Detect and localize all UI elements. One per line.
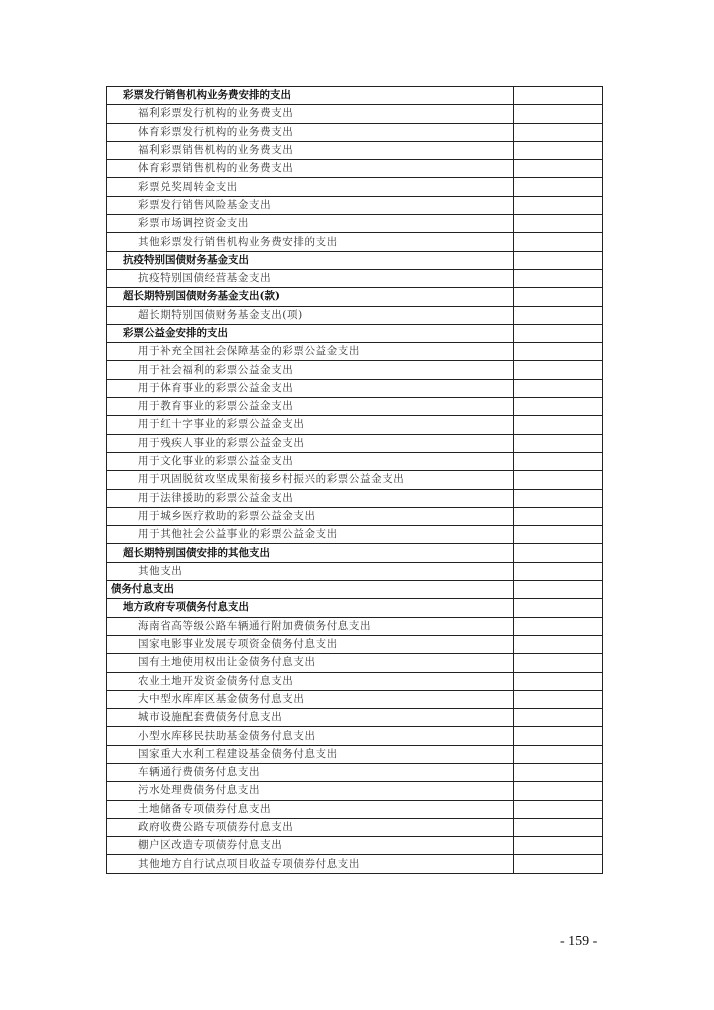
- table-row: [107, 581, 603, 599]
- expenditure-item-value: [514, 105, 603, 123]
- table-row: [107, 361, 603, 379]
- expenditure-item-label: 用于教育事业的彩票公益金支出: [107, 398, 514, 416]
- expenditure-item-label: 农业土地开发资金债务付息支出: [107, 672, 514, 690]
- expenditure-item-value: [514, 471, 603, 489]
- expenditure-item-label: 体育彩票发行机构的业务费支出: [107, 123, 514, 141]
- table-row: [107, 178, 603, 196]
- table-row: [107, 434, 603, 452]
- table-row: [107, 654, 603, 672]
- expenditure-item-value: [514, 398, 603, 416]
- expenditure-item-value: [514, 416, 603, 434]
- expenditure-item-value: [514, 507, 603, 525]
- expenditure-item-value: [514, 288, 603, 306]
- expenditure-item-value: [514, 87, 603, 105]
- expenditure-item-label: 大中型水库库区基金债务付息支出: [107, 690, 514, 708]
- expenditure-item-value: [514, 251, 603, 269]
- expenditure-item-value: [514, 233, 603, 251]
- table-row: [107, 141, 603, 159]
- expenditure-item-value: [514, 562, 603, 580]
- table-row: [107, 87, 603, 105]
- expenditure-item-value: [514, 526, 603, 544]
- table-row: [107, 599, 603, 617]
- expenditure-item-value: [514, 581, 603, 599]
- expenditure-item-label: 用于巩固脱贫攻坚成果衔接乡村振兴的彩票公益金支出: [107, 471, 514, 489]
- table-row: [107, 818, 603, 836]
- table-row: [107, 526, 603, 544]
- expenditure-item-value: [514, 215, 603, 233]
- expenditure-item-label: 彩票公益金安排的支出: [107, 324, 514, 342]
- table-row: [107, 745, 603, 763]
- table-row: [107, 672, 603, 690]
- expenditure-item-label: 体育彩票销售机构的业务费支出: [107, 160, 514, 178]
- expenditure-item-value: [514, 141, 603, 159]
- expenditure-item-label: 债务付息支出: [107, 581, 514, 599]
- page-number: - 159 -: [560, 934, 598, 949]
- expenditure-item-value: [514, 599, 603, 617]
- table-row: [107, 269, 603, 287]
- table-row: [107, 837, 603, 855]
- table-row: [107, 782, 603, 800]
- expenditure-item-label: 用于文化事业的彩票公益金支出: [107, 452, 514, 470]
- table-row: [107, 763, 603, 781]
- expenditure-item-label: 污水处理费债务付息支出: [107, 782, 514, 800]
- expenditure-item-value: [514, 123, 603, 141]
- table-row: [107, 160, 603, 178]
- expenditure-item-value: [514, 672, 603, 690]
- table-row: [107, 306, 603, 324]
- expenditure-item-value: [514, 709, 603, 727]
- expenditure-item-label: 小型水库移民扶助基金债务付息支出: [107, 727, 514, 745]
- table-row: [107, 562, 603, 580]
- expenditure-item-value: [514, 343, 603, 361]
- budget-expenditure-table: [106, 86, 603, 874]
- expenditure-item-label: 用于红十字事业的彩票公益金支出: [107, 416, 514, 434]
- expenditure-item-value: [514, 800, 603, 818]
- expenditure-item-label: 用于补充全国社会保障基金的彩票公益金支出: [107, 343, 514, 361]
- expenditure-item-label: 地方政府专项债务付息支出: [107, 599, 514, 617]
- expenditure-item-label: 国家重大水利工程建设基金债务付息支出: [107, 745, 514, 763]
- expenditure-item-label: 国家电影事业发展专项资金债务付息支出: [107, 635, 514, 653]
- expenditure-item-value: [514, 635, 603, 653]
- table-row: [107, 452, 603, 470]
- table-row: [107, 727, 603, 745]
- expenditure-item-label: 福利彩票发行机构的业务费支出: [107, 105, 514, 123]
- expenditure-item-value: [514, 361, 603, 379]
- table-row: [107, 123, 603, 141]
- expenditure-item-label: 彩票发行销售机构业务费安排的支出: [107, 87, 514, 105]
- table-row: [107, 324, 603, 342]
- table-row: [107, 800, 603, 818]
- expenditure-item-label: 其他地方自行试点项目收益专项债券付息支出: [107, 855, 514, 873]
- expenditure-item-value: [514, 434, 603, 452]
- expenditure-item-label: 彩票发行销售风险基金支出: [107, 196, 514, 214]
- expenditure-item-label: 彩票市场调控资金支出: [107, 215, 514, 233]
- expenditure-item-value: [514, 452, 603, 470]
- expenditure-item-value: [514, 818, 603, 836]
- expenditure-item-label: 政府收费公路专项债券付息支出: [107, 818, 514, 836]
- expenditure-item-label: 超长期特别国债安排的其他支出: [107, 544, 514, 562]
- table-body: [107, 87, 603, 874]
- expenditure-item-label: 海南省高等级公路车辆通行附加费债务付息支出: [107, 617, 514, 635]
- expenditure-item-label: 抗疫特别国债财务基金支出: [107, 251, 514, 269]
- table-row: [107, 251, 603, 269]
- table-row: [107, 416, 603, 434]
- expenditure-item-value: [514, 763, 603, 781]
- expenditure-item-label: 彩票兑奖周转金支出: [107, 178, 514, 196]
- expenditure-item-value: [514, 654, 603, 672]
- expenditure-item-label: 城市设施配套费债务付息支出: [107, 709, 514, 727]
- table-row: [107, 709, 603, 727]
- expenditure-item-value: [514, 196, 603, 214]
- table-row: [107, 233, 603, 251]
- expenditure-item-label: 国有土地使用权出让金债务付息支出: [107, 654, 514, 672]
- table-row: [107, 105, 603, 123]
- expenditure-item-value: [514, 306, 603, 324]
- expenditure-item-value: [514, 324, 603, 342]
- table-row: [107, 635, 603, 653]
- expenditure-item-value: [514, 489, 603, 507]
- expenditure-item-label: 其他彩票发行销售机构业务费安排的支出: [107, 233, 514, 251]
- expenditure-item-label: 抗疫特别国债经营基金支出: [107, 269, 514, 287]
- table-row: [107, 690, 603, 708]
- expenditure-item-label: 车辆通行费债务付息支出: [107, 763, 514, 781]
- expenditure-item-value: [514, 379, 603, 397]
- expenditure-item-value: [514, 269, 603, 287]
- expenditure-item-value: [514, 178, 603, 196]
- expenditure-item-value: [514, 690, 603, 708]
- table-row: [107, 215, 603, 233]
- table-row: [107, 379, 603, 397]
- expenditure-item-label: 用于法律援助的彩票公益金支出: [107, 489, 514, 507]
- expenditure-item-value: [514, 617, 603, 635]
- expenditure-item-label: 用于残疾人事业的彩票公益金支出: [107, 434, 514, 452]
- table-row: [107, 489, 603, 507]
- table-row: [107, 544, 603, 562]
- expenditure-item-label: 用于其他社会公益事业的彩票公益金支出: [107, 526, 514, 544]
- expenditure-item-label: 超长期特别国债财务基金支出(款): [107, 288, 514, 306]
- expenditure-item-label: 棚户区改造专项债券付息支出: [107, 837, 514, 855]
- expenditure-item-value: [514, 782, 603, 800]
- table-row: [107, 617, 603, 635]
- table-row: [107, 288, 603, 306]
- expenditure-item-value: [514, 160, 603, 178]
- table-row: [107, 507, 603, 525]
- expenditure-item-value: [514, 855, 603, 873]
- expenditure-item-label: 土地储备专项债券付息支出: [107, 800, 514, 818]
- table-row: [107, 196, 603, 214]
- table-row: [107, 471, 603, 489]
- expenditure-item-value: [514, 837, 603, 855]
- expenditure-item-label: 用于城乡医疗救助的彩票公益金支出: [107, 507, 514, 525]
- table-row: [107, 343, 603, 361]
- table-row: [107, 855, 603, 873]
- table-row: [107, 398, 603, 416]
- expenditure-item-label: 超长期特别国债财务基金支出(项): [107, 306, 514, 324]
- expenditure-item-value: [514, 745, 603, 763]
- expenditure-item-label: 用于体育事业的彩票公益金支出: [107, 379, 514, 397]
- expenditure-item-label: 其他支出: [107, 562, 514, 580]
- expenditure-item-label: 用于社会福利的彩票公益金支出: [107, 361, 514, 379]
- expenditure-item-value: [514, 544, 603, 562]
- expenditure-item-label: 福利彩票销售机构的业务费支出: [107, 141, 514, 159]
- expenditure-item-value: [514, 727, 603, 745]
